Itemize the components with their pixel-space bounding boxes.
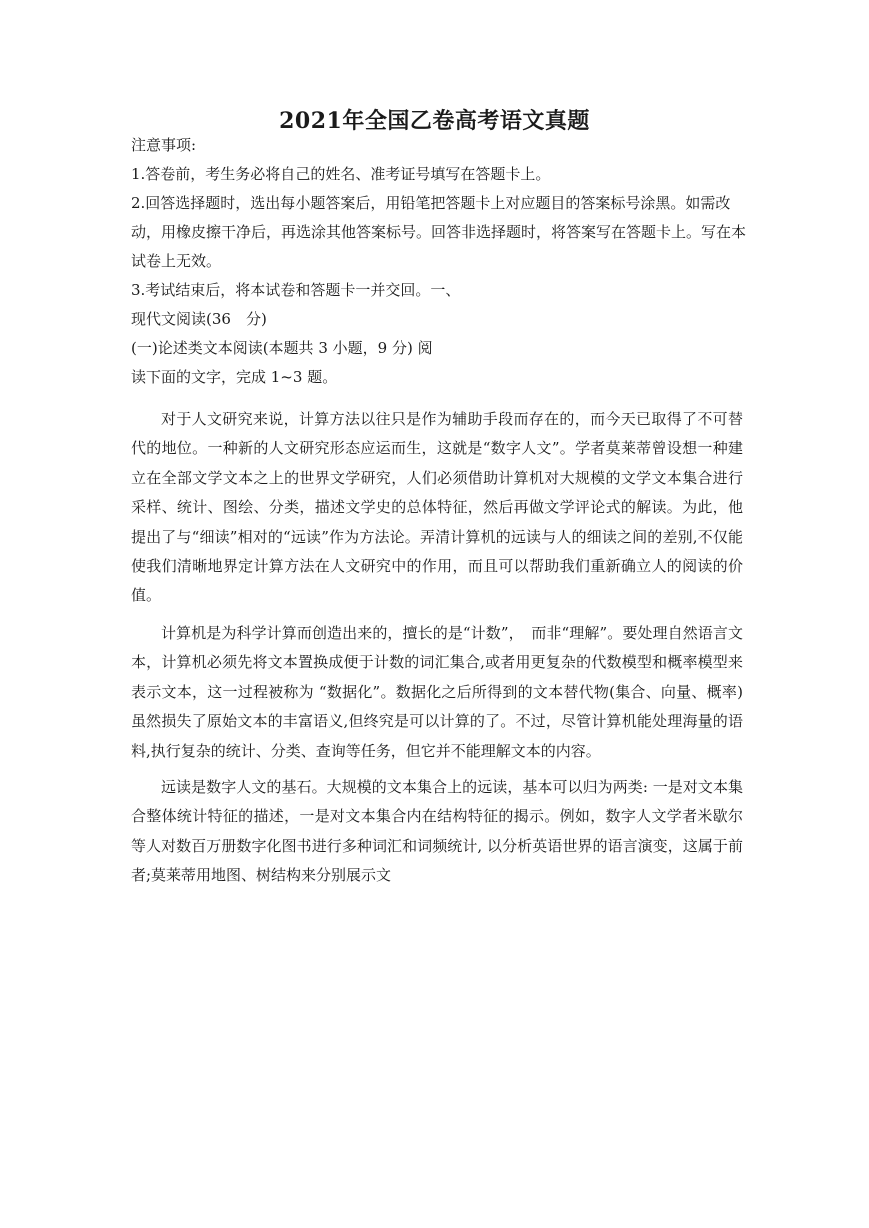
body-paragraph: 计算机是为科学计算而创造出来的，擅长的是“计数”， 而非“理解”。要处理自然语言文本，计算机必须先将文本置换成便于计数的词汇集合,或者用更复杂的代数模型和概率模型来表示文本，这一过程被称为 “数据化”。数据化之后所得到的文本替代物(集合、向量、概率)虽然损失了原始文本的丰富语义,但终究是可以计算的了。不过，尽管计算机能处理海量的语料,执行复杂的统计、分类、查询等任务，但它并不能理解文本的内容。 — [131, 624, 743, 760]
subsection-heading: (一)论述类文本阅读(本题共 3 小题，9 分) 阅 — [131, 339, 433, 357]
notice-item: 动，用橡皮擦干净后，再选涂其他答案标号。回答非选择题时，将答案写在答题卡上。写在本 — [131, 223, 747, 241]
section-heading: 现代文阅读(36 分) — [131, 310, 267, 328]
body-paragraph: 对于人文研究来说，计算方法以往只是作为辅助手段而存在的，而今天已取得了不可替代的地位。一种新的人文研究形态应运而生，这就是“数字人文”。学者莫莱蒂曾设想一种建立在全部文学文本之上的世界文学研究，人们必须借助计算机对大规模的文学文本集合进行采样、统计、图绘、分类，描述文学史的总体特征，然后再做文学评论式的解读。为此，他提出了与“细读”相对的“远读”作为方法论。弄清计算机的远读与人的细读之间的差别,不仅能使我们清晰地界定计算方法在人文研究中的作用，而且可以帮助我们重新确立人的阅读的价值。 — [131, 410, 743, 605]
body-paragraph: 远读是数字人文的基石。大规模的文本集合上的远读，基本可以归为两类: 一是对文本集合整体统计特征的描述，一是对文本集合内在结构特征的揭示。例如，数字人文学者米歇尔等人对数百万册数字化图书进行多种词汇和词频统计, 以分析英语世界的语言演变，这属于前者;莫莱蒂用地图、树结构来分别展示文 — [131, 778, 743, 885]
notice-block — [131, 131, 747, 392]
notice-item: 试卷上无效。 — [131, 252, 222, 270]
notice-item: 1.答卷前，考生务必将自己的姓名、准考证号填写在答题卡上。 — [131, 165, 551, 183]
reading-instruction: 读下面的文字，完成 1~3 题。 — [131, 368, 338, 386]
document-title: 2021年全国乙卷高考语文真题 — [279, 108, 590, 134]
notice-item: 2.回答选择题时，选出每小题答案后，用铅笔把答题卡上对应题目的答案标号涂黑。如需改 — [131, 194, 731, 212]
notice-item: 3.考试结束后，将本试卷和答题卡一并交回。一、 — [131, 281, 461, 299]
notice-heading: 注意事项: — [131, 136, 197, 154]
